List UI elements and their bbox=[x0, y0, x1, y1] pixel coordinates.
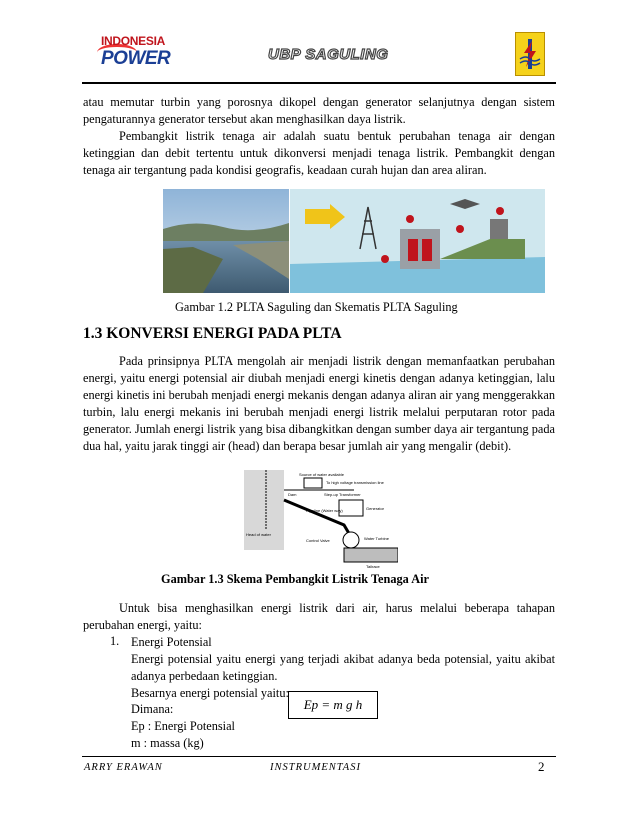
list-item-description: Energi potensial yaitu energi yang terjadi akibat adanya beda potensial, yaitu akibat adanya perbedaan ketinggian. bbox=[131, 652, 555, 683]
page-number: 2 bbox=[538, 759, 545, 774]
dimana-label: Dimana: bbox=[131, 702, 174, 716]
plta-saguling-schematic bbox=[290, 189, 545, 293]
paragraph-1: atau memutar turbin yang porosnya dikopel dengan generator selanjutnya dengan sistem pengaturannya generator tersebut akan menghasilkan daya listrik. bbox=[83, 95, 555, 126]
definition-m: m : massa (kg) bbox=[131, 736, 204, 750]
paragraph-3: Pada prinsipnya PLTA mengolah air menjadi listrik dengan memanfaatkan perubahan energi, yaitu energi potensial air diubah menjadi energi kinetis dengan adanya ketinggian, lalu energi kinetis ini berubah menjadi energi mekanis dengan adanya aliran air yang menggerakkan turbin, lalu energi mekanis ini berubah menjadi energi listrik melalui perputaran rotor pada generator. Jumlah energi listrik yang bisa dibangkitkan dengan sumber daya air tergantung pada dua hal, yaitu jarak tinggi air (head) dan berapa besar jumlah air yang mengalir (debit). bbox=[83, 354, 555, 453]
stages-intro bbox=[83, 600, 555, 634]
label-transformer: Step-up Transformer bbox=[324, 492, 361, 497]
label-tailrace: Tailrace bbox=[366, 564, 380, 569]
lightning-icon bbox=[518, 37, 542, 71]
paragraph-2: Pembangkit listrik tenaga air adalah suatu bentuk perubahan tenaga air dengan ketinggian dan debit tertentu untuk dikonversi menjadi tenaga listrik. Pembangkit dengan tenaga air tergantung pada kondisi geografis, keadaan curah hujan dan area aliran. bbox=[83, 129, 555, 177]
intro-text bbox=[83, 94, 555, 179]
footer-rule bbox=[82, 756, 556, 757]
paragraph-4: Untuk bisa menghasilkan energi listrik dari air, harus melalui beberapa tahapan perubahan energi, yaitu: bbox=[83, 601, 555, 632]
label-pipeline: Pipeline (Water way) bbox=[306, 508, 343, 513]
ubp-saguling-logo: UBP SAGULING bbox=[268, 46, 389, 63]
figure2-caption: Gambar 1.3 Skema Pembangkit Listrik Tenaga Air bbox=[161, 572, 429, 586]
section-title: 1.3 KONVERSI ENERGI PADA PLTA bbox=[83, 325, 342, 342]
label-generator: Generator bbox=[366, 506, 385, 511]
label-transmission: To high voltage transmission line bbox=[326, 480, 384, 485]
figure1-caption: Gambar 1.2 PLTA Saguling dan Skematis PLTA Saguling bbox=[175, 300, 458, 314]
logo-left-line2: POWER bbox=[101, 48, 171, 69]
label-dam: Dam bbox=[288, 492, 297, 497]
hydro-schematic-diagram bbox=[244, 470, 398, 570]
footer-subject: INSTRUMENTASI bbox=[270, 762, 361, 773]
label-turbine: Water Turbine bbox=[364, 536, 389, 541]
header-rule bbox=[82, 82, 556, 84]
list-item-formula-intro: Besarnya energi potensial yaitu: bbox=[131, 686, 289, 700]
list-item-title: Energi Potensial bbox=[131, 635, 212, 649]
label-source: Source of water available bbox=[299, 472, 344, 477]
label-head: Head of water bbox=[246, 532, 271, 537]
label-control: Control Valve bbox=[306, 538, 330, 543]
definition-ep: Ep : Energi Potensial bbox=[131, 719, 235, 733]
definitions bbox=[131, 701, 331, 752]
body-text bbox=[83, 353, 555, 455]
potential-energy-formula: Ep = m g h bbox=[288, 691, 378, 719]
plta-saguling-photo bbox=[163, 189, 289, 293]
list-item-number: 1. bbox=[110, 634, 120, 648]
pln-logo bbox=[515, 32, 545, 76]
indonesia-power-logo bbox=[95, 30, 195, 74]
logo-left-line1: INDONESIA bbox=[101, 34, 165, 48]
footer-author: ARRY ERAWAN bbox=[84, 762, 163, 773]
